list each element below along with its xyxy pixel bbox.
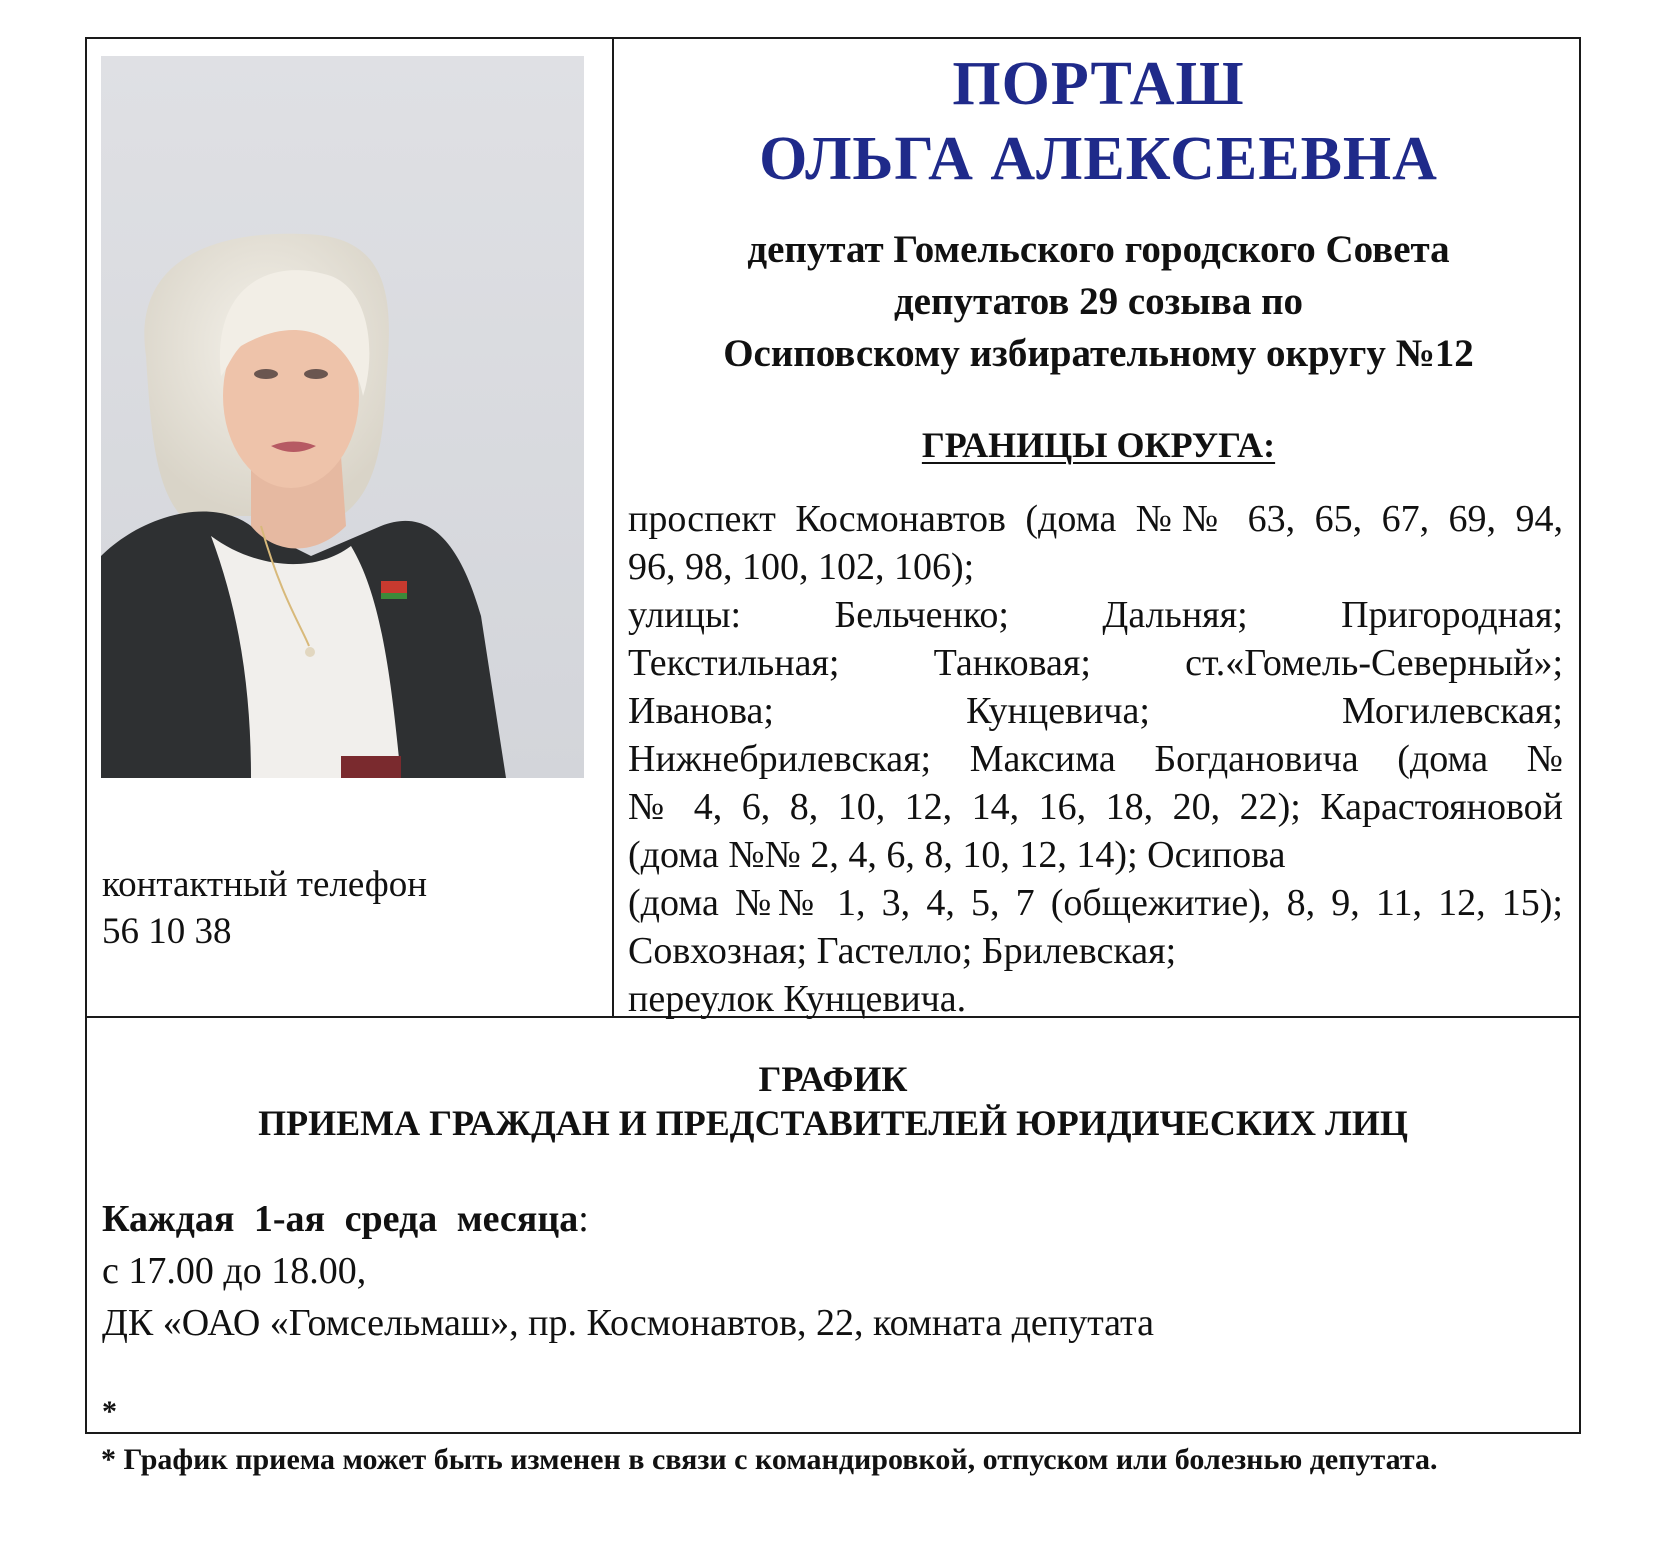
footnote-marker: * [102, 1395, 117, 1428]
schedule-place: ДК «ОАО «Гомсельмаш», пр. Космонавтов, 22, комната депутата [102, 1302, 1154, 1344]
district-heading-text: ГРАНИЦЫ ОКРУГА: [921, 425, 1276, 465]
boundary-line: № 4, 6, 8, 10, 12, 14, 16, 18, 20, 22); Карастояновой [628, 786, 1563, 828]
boundary-line: Совхозная; Гастелло; Брилевская; [628, 930, 1177, 972]
portrait-photo-icon [101, 56, 584, 778]
footnote: * График приема может быть изменен в связи с командировкой, отпуском или болезнью депутата. [101, 1443, 1438, 1476]
schedule-day-suffix: : [578, 1198, 589, 1240]
deputy-title [614, 224, 1583, 380]
schedule-time: с 17.00 до 18.00, [102, 1250, 367, 1292]
boundary-line: Иванова; Кунцевича; Могилевская; [628, 690, 1563, 732]
boundary-line: (дома №№ 2, 4, 6, 8, 10, 12, 14); Осипова [628, 834, 1286, 876]
title-line: депутатов 29 созыва по [893, 280, 1304, 323]
deputy-surname: ПОРТАШ [952, 50, 1245, 118]
boundary-line: Текстильная; Танковая; ст.«Гомель-Северный»; [628, 642, 1563, 684]
deputy-name [614, 47, 1583, 197]
schedule-details [102, 1193, 1154, 1349]
district-boundaries [628, 495, 1563, 1023]
schedule-day-row [102, 1193, 1154, 1245]
contact-info [102, 861, 427, 955]
district-heading [614, 422, 1583, 468]
info-table [85, 37, 1581, 1434]
deputy-given-names: ОЛЬГА АЛЕКСЕЕВНА [759, 125, 1438, 193]
boundary-line: проспект Космонавтов (дома №№ 63, 65, 67, 69, 94, [628, 498, 1563, 540]
title-line: депутат Гомельского городского Совета [747, 228, 1450, 271]
deputy-photo [101, 56, 584, 778]
schedule-heading-line2: ПРИЕМА ГРАЖДАН И ПРЕДСТАВИТЕЛЕЙ ЮРИДИЧЕСКИХ ЛИЦ [258, 1103, 1408, 1143]
boundary-line: (дома №№ 1, 3, 4, 5, 7 (общежитие), 8, 9, 11, 12, 15); [628, 882, 1563, 924]
schedule-day: Каждая 1-ая среда месяца [102, 1198, 579, 1240]
boundary-line: улицы: Бельченко; Дальняя; Пригородная; [628, 594, 1563, 636]
boundary-line: 96, 98, 100, 102, 106); [628, 546, 975, 588]
title-line: Осиповскому избирательному округу №12 [723, 332, 1474, 375]
boundary-line: Нижнебрилевская; Максима Богдановича (дома № [628, 738, 1563, 780]
contact-phone: 56 10 38 [102, 911, 232, 952]
schedule-heading-line1: ГРАФИК [758, 1059, 908, 1099]
boundary-line: переулок Кунцевича. [628, 978, 967, 1020]
schedule-heading [87, 1057, 1579, 1145]
contact-label: контактный телефон [102, 864, 428, 905]
